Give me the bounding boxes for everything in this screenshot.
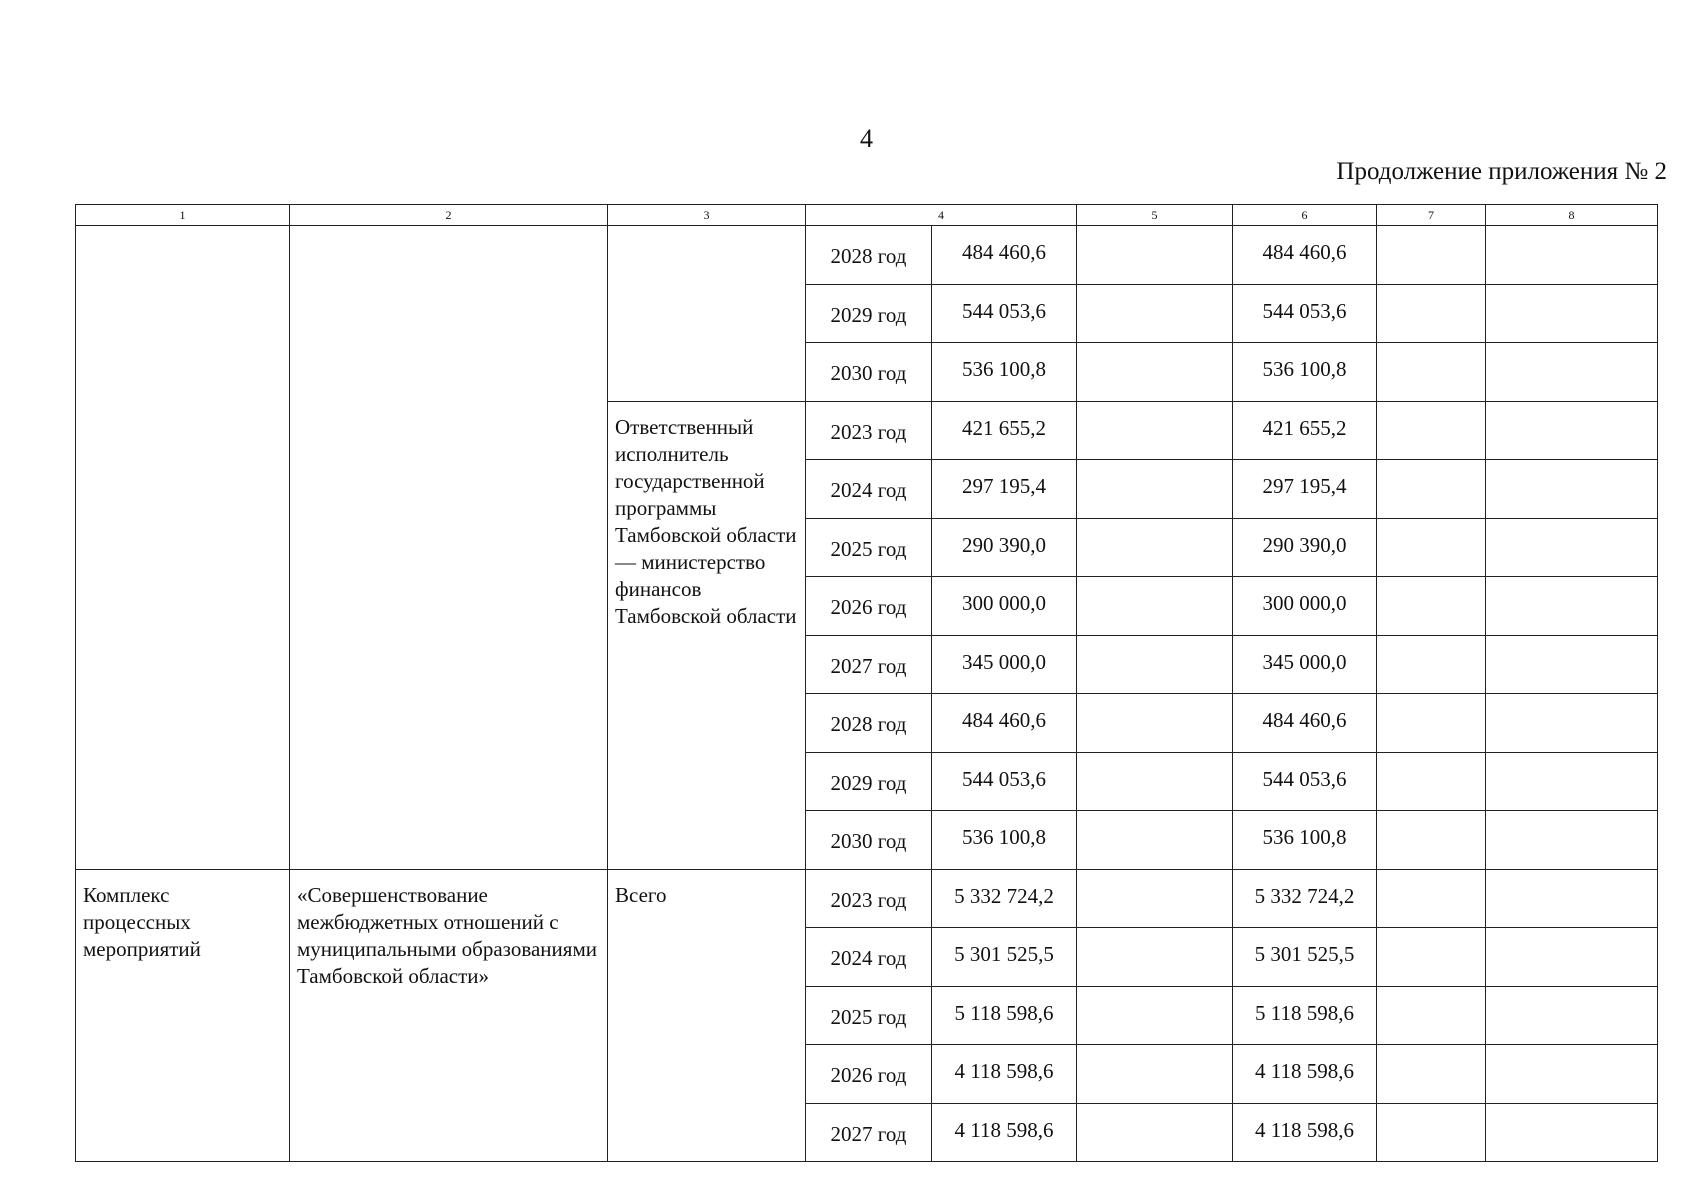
- amount-cell: 4 118 598,6: [1233, 1103, 1377, 1162]
- year-cell: 2026 год: [806, 577, 932, 636]
- empty-cell: [1486, 226, 1658, 285]
- empty-cell: [1486, 694, 1658, 753]
- amount-cell: 5 332 724,2: [1233, 869, 1377, 928]
- empty-cell: [1486, 986, 1658, 1045]
- empty-cell: [1077, 869, 1233, 928]
- amount-cell: 290 390,0: [1233, 518, 1377, 577]
- column-number-row: [76, 205, 1658, 226]
- complex-type-cell: Комплекс процессных мероприятий: [76, 869, 290, 1162]
- amount-cell: 421 655,2: [932, 401, 1077, 460]
- amount-cell: 544 053,6: [1233, 284, 1377, 343]
- year-cell: 2023 год: [806, 869, 932, 928]
- amount-cell: 5 332 724,2: [932, 869, 1077, 928]
- empty-cell: [1077, 752, 1233, 811]
- amount-cell: 290 390,0: [932, 518, 1077, 577]
- empty-cell: [1077, 694, 1233, 753]
- amount-cell: 4 118 598,6: [1233, 1045, 1377, 1104]
- empty-cell: [1377, 928, 1486, 987]
- empty-cell: [1486, 284, 1658, 343]
- column-number: 4: [806, 205, 1077, 226]
- amount-cell: 297 195,4: [1233, 460, 1377, 519]
- amount-cell: 5 301 525,5: [932, 928, 1077, 987]
- empty-cell: [1077, 986, 1233, 1045]
- empty-cell: [1486, 1103, 1658, 1162]
- amount-cell: 4 118 598,6: [932, 1103, 1077, 1162]
- table-row: [76, 226, 1658, 285]
- amount-cell: 5 118 598,6: [932, 986, 1077, 1045]
- amount-cell: 484 460,6: [932, 226, 1077, 285]
- empty-cell: [608, 226, 806, 402]
- year-cell: 2025 год: [806, 518, 932, 577]
- year-cell: 2029 год: [806, 284, 932, 343]
- empty-cell: [1077, 1045, 1233, 1104]
- empty-cell: [1486, 460, 1658, 519]
- amount-cell: 421 655,2: [1233, 401, 1377, 460]
- empty-cell: [1486, 401, 1658, 460]
- year-cell: 2024 год: [806, 928, 932, 987]
- empty-cell: [290, 226, 608, 870]
- empty-cell: [1077, 518, 1233, 577]
- empty-cell: [1486, 635, 1658, 694]
- column-number: 5: [1077, 205, 1233, 226]
- year-cell: 2030 год: [806, 811, 932, 870]
- appendix-title: Продолжение приложения № 2: [1336, 158, 1667, 185]
- empty-cell: [1077, 401, 1233, 460]
- amount-cell: 484 460,6: [1233, 226, 1377, 285]
- empty-cell: [1377, 401, 1486, 460]
- column-number: 3: [608, 205, 806, 226]
- empty-cell: [1077, 343, 1233, 402]
- empty-cell: [1377, 694, 1486, 753]
- empty-cell: [1486, 1045, 1658, 1104]
- amount-cell: 300 000,0: [1233, 577, 1377, 636]
- year-cell: 2028 год: [806, 694, 932, 753]
- empty-cell: [1377, 460, 1486, 519]
- empty-cell: [1377, 1103, 1486, 1162]
- empty-cell: [1486, 518, 1658, 577]
- empty-cell: [1377, 1045, 1486, 1104]
- amount-cell: 544 053,6: [1233, 752, 1377, 811]
- complex-name-cell: «Совершенствование межбюджетных отношений с муниципальными образованиями Тамбовской области»: [290, 869, 608, 1162]
- empty-cell: [1377, 869, 1486, 928]
- empty-cell: [1077, 811, 1233, 870]
- empty-cell: [1077, 226, 1233, 285]
- year-cell: 2027 год: [806, 1103, 932, 1162]
- amount-cell: 544 053,6: [932, 752, 1077, 811]
- year-cell: 2026 год: [806, 1045, 932, 1104]
- amount-cell: 544 053,6: [932, 284, 1077, 343]
- amount-cell: 297 195,4: [932, 460, 1077, 519]
- amount-cell: 345 000,0: [932, 635, 1077, 694]
- empty-cell: [1377, 577, 1486, 636]
- empty-cell: [1486, 343, 1658, 402]
- year-cell: 2024 год: [806, 460, 932, 519]
- column-number: 7: [1377, 205, 1486, 226]
- empty-cell: [76, 226, 290, 870]
- year-cell: 2025 год: [806, 986, 932, 1045]
- empty-cell: [1377, 343, 1486, 402]
- empty-cell: [1377, 811, 1486, 870]
- empty-cell: [1077, 460, 1233, 519]
- year-cell: 2030 год: [806, 343, 932, 402]
- year-cell: 2023 год: [806, 401, 932, 460]
- empty-cell: [1486, 752, 1658, 811]
- table-row: [76, 869, 1658, 928]
- year-cell: 2028 год: [806, 226, 932, 285]
- funding-source-cell: Всего: [608, 869, 806, 1162]
- amount-cell: 536 100,8: [1233, 343, 1377, 402]
- amount-cell: 5 118 598,6: [1233, 986, 1377, 1045]
- amount-cell: 484 460,6: [932, 694, 1077, 753]
- empty-cell: [1377, 752, 1486, 811]
- empty-cell: [1486, 928, 1658, 987]
- empty-cell: [1077, 928, 1233, 987]
- empty-cell: [1377, 284, 1486, 343]
- amount-cell: 5 301 525,5: [1233, 928, 1377, 987]
- column-number: 2: [290, 205, 608, 226]
- amount-cell: 536 100,8: [1233, 811, 1377, 870]
- amount-cell: 536 100,8: [932, 343, 1077, 402]
- responsible-executor-cell: Ответственный исполнитель государственной программы Тамбовской области — министерство финансов Тамбовской области: [608, 401, 806, 869]
- column-number: 1: [76, 205, 290, 226]
- amount-cell: 484 460,6: [1233, 694, 1377, 753]
- page-number: 4: [860, 124, 873, 153]
- empty-cell: [1077, 1103, 1233, 1162]
- amount-cell: 345 000,0: [1233, 635, 1377, 694]
- column-number: 6: [1233, 205, 1377, 226]
- empty-cell: [1377, 635, 1486, 694]
- empty-cell: [1377, 986, 1486, 1045]
- column-number: 8: [1486, 205, 1658, 226]
- empty-cell: [1077, 577, 1233, 636]
- empty-cell: [1486, 577, 1658, 636]
- empty-cell: [1377, 518, 1486, 577]
- empty-cell: [1077, 284, 1233, 343]
- amount-cell: 300 000,0: [932, 577, 1077, 636]
- empty-cell: [1486, 869, 1658, 928]
- year-cell: 2029 год: [806, 752, 932, 811]
- empty-cell: [1077, 635, 1233, 694]
- amount-cell: 4 118 598,6: [932, 1045, 1077, 1104]
- empty-cell: [1377, 226, 1486, 285]
- empty-cell: [1486, 811, 1658, 870]
- amount-cell: 536 100,8: [932, 811, 1077, 870]
- budget-table: [75, 204, 1658, 1162]
- year-cell: 2027 год: [806, 635, 932, 694]
